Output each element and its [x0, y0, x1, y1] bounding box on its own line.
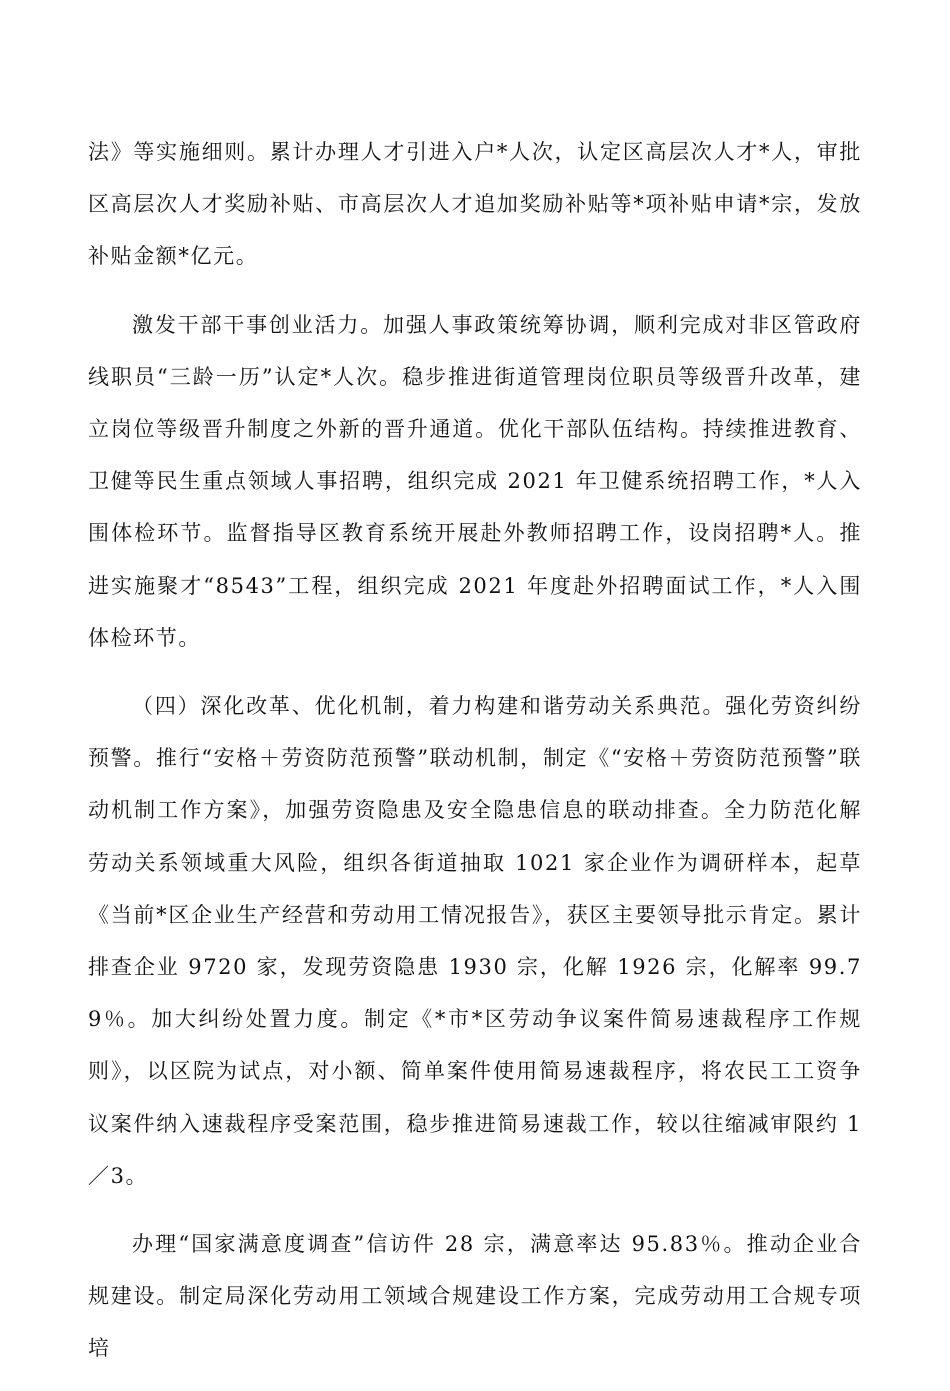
document-body [88, 126, 862, 1391]
paragraph-talent-introduction: 法》等实施细则。累计办理人才引进入户*人次，认定区高层次人才*人，审批区高层次人才奖励补贴、市高层次人才追加奖励补贴等*项补贴申请*宗，发放补贴金额*亿元。 [88, 140, 862, 269]
paragraph-labor-relations: （四）深化改革、优化机制，着力构建和谐劳动关系典范。强化劳资纠纷预警。推行“安格＋劳资防范预警”联动机制，制定《“安格＋劳资防范预警”联动机制工作方案》，加强劳资隐患及安全隐患信息的联动排查。全力防范化解劳动关系领域重大风险，组织各街道抽取 1021 家企业作为调研样本，起草《当前*区企业生产经营和劳动用工情况报告》，获区主要领导批示肯定。累计排查企业 9720 家，发现劳资隐患 1930 宗，化解 1926 宗，化解率 99.79％。加大纠纷处置力度。制定《*市*区劳动争议案件简易速裁程序工作规则》，以区院为试点，对小额、简单案件使用简易速裁程序，将农民工工资争议案件纳入速裁程序受案范围，稳步推进简易速裁工作，较以往缩减审限约 1／3。 [88, 694, 862, 1188]
paragraph-satisfaction-survey: 办理“国家满意度调查”信访件 28 宗，满意率达 95.83％。推动企业合规建设。制定局深化劳动用工领域合规建设工作方案，完成劳动用工合规专项培 [88, 1232, 862, 1361]
paragraph-cadre-motivation: 激发干部干事创业活力。加强人事政策统筹协调，顺利完成对非区管政府线职员“三龄一历”认定*人次。稳步推进街道管理岗位职员等级晋升改革，建立岗位等级晋升制度之外新的晋升通道。优化干部队伍结构。持续推进教育、卫健等民生重点领域人事招聘，组织完成 2021 年卫健系统招聘工作，*人入围体检环节。监督指导区教育系统开展赴外教师招聘工作，设岗招聘*人。推进实施聚才“8543”工程，组织完成 2021 年度赴外招聘面试工作，*人入围体检环节。 [88, 312, 862, 650]
